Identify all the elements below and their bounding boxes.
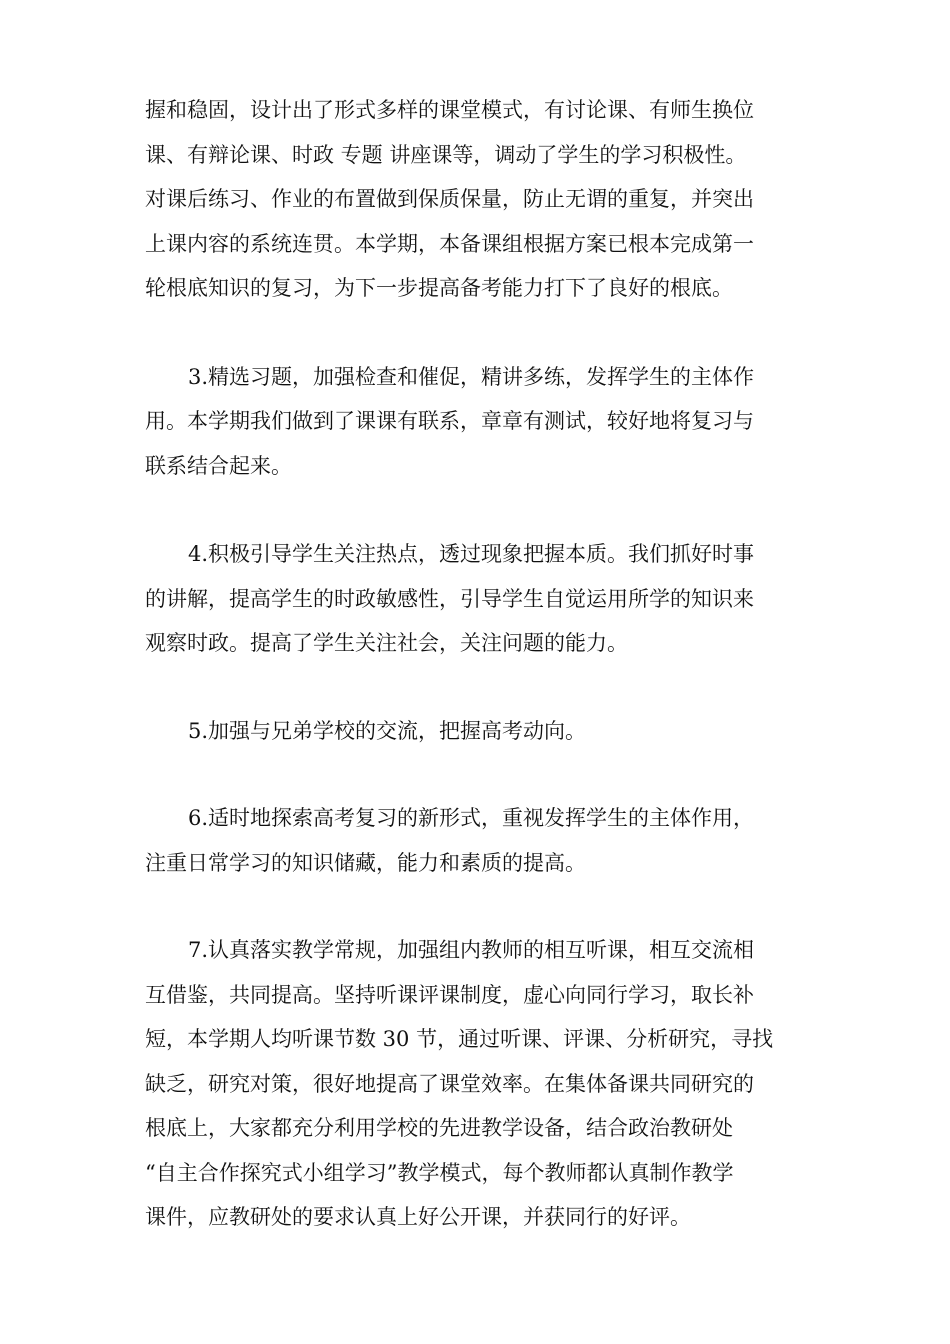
- text-line: 6.适时地探索高考复习的新形式，重视发挥学生的主体作用，: [188, 806, 755, 830]
- paragraph-spacer: [145, 488, 807, 532]
- text-line: 根底上，大家都充分利用学校的先进教学设备，结合政治教研处: [145, 1116, 733, 1140]
- paragraph-item-5: [145, 709, 807, 754]
- paragraph-item-3: [145, 355, 807, 489]
- text-line: 注重日常学习的知识储藏，能力和素质的提高。: [145, 850, 586, 875]
- text-line: 握和稳固，设计出了形式多样的课堂模式，有讨论课、有师生换位: [145, 98, 754, 122]
- paragraph-continuation: [145, 88, 807, 311]
- text-line: 对课后练习、作业的布置做到保质保量，防止无谓的重复，并突出: [145, 187, 754, 211]
- text-line: 7.认真落实教学常规，加强组内教师的相互听课，相互交流相: [188, 938, 755, 962]
- text-line: 上课内容的系统连贯。本学期，本备课组根据方案已根本完成第一: [145, 231, 754, 256]
- text-line: 观察时政。提高了学生关注社会，关注问题的能力。: [145, 631, 628, 655]
- paragraph-item-4: [145, 532, 807, 666]
- paragraph-spacer: [145, 311, 807, 355]
- text-line: “自主合作探究式小组学习”教学模式，每个教师都认真制作教学: [145, 1160, 734, 1185]
- text-line: 课、有辩论课、时政 专题 讲座课等，调动了学生的学习积极性。: [145, 142, 747, 167]
- paragraph-item-6: [145, 796, 807, 885]
- paragraph-spacer: [145, 885, 807, 928]
- text-line: 短，本学期人均听课节数 30 节，通过听课、评课、分析研究，寻找: [145, 1027, 774, 1051]
- paragraph-spacer: [145, 666, 807, 709]
- paragraph-item-7: [145, 928, 807, 1240]
- text-line: 互借鉴，共同提高。坚持听课评课制度，虚心向同行学习，取长补: [145, 982, 754, 1007]
- text-line: 5.加强与兄弟学校的交流，把握高考动向。: [188, 718, 587, 743]
- text-line: 的讲解，提高学生的时政敏感性，引导学生自觉运用所学的知识来: [145, 586, 754, 611]
- text-line: 3.精选习题，加强检查和催促，精讲多练，发挥学生的主体作: [188, 364, 755, 389]
- document-body: [145, 88, 807, 1240]
- text-line: 轮根底知识的复习，为下一步提高备考能力打下了良好的根底。: [145, 276, 733, 300]
- text-line: 4.积极引导学生关注热点，透过现象把握本质。我们抓好时事: [188, 542, 755, 566]
- text-line: 课件，应教研处的要求认真上好公开课，并获同行的好评。: [145, 1205, 691, 1229]
- paragraph-spacer: [145, 753, 807, 796]
- text-line: 用。本学期我们做到了课课有联系，章章有测试，较好地将复习与: [145, 409, 754, 433]
- text-line: 缺乏，研究对策，很好地提高了课堂效率。在集体备课共同研究的: [145, 1071, 754, 1096]
- text-line: 联系结合起来。: [145, 453, 292, 478]
